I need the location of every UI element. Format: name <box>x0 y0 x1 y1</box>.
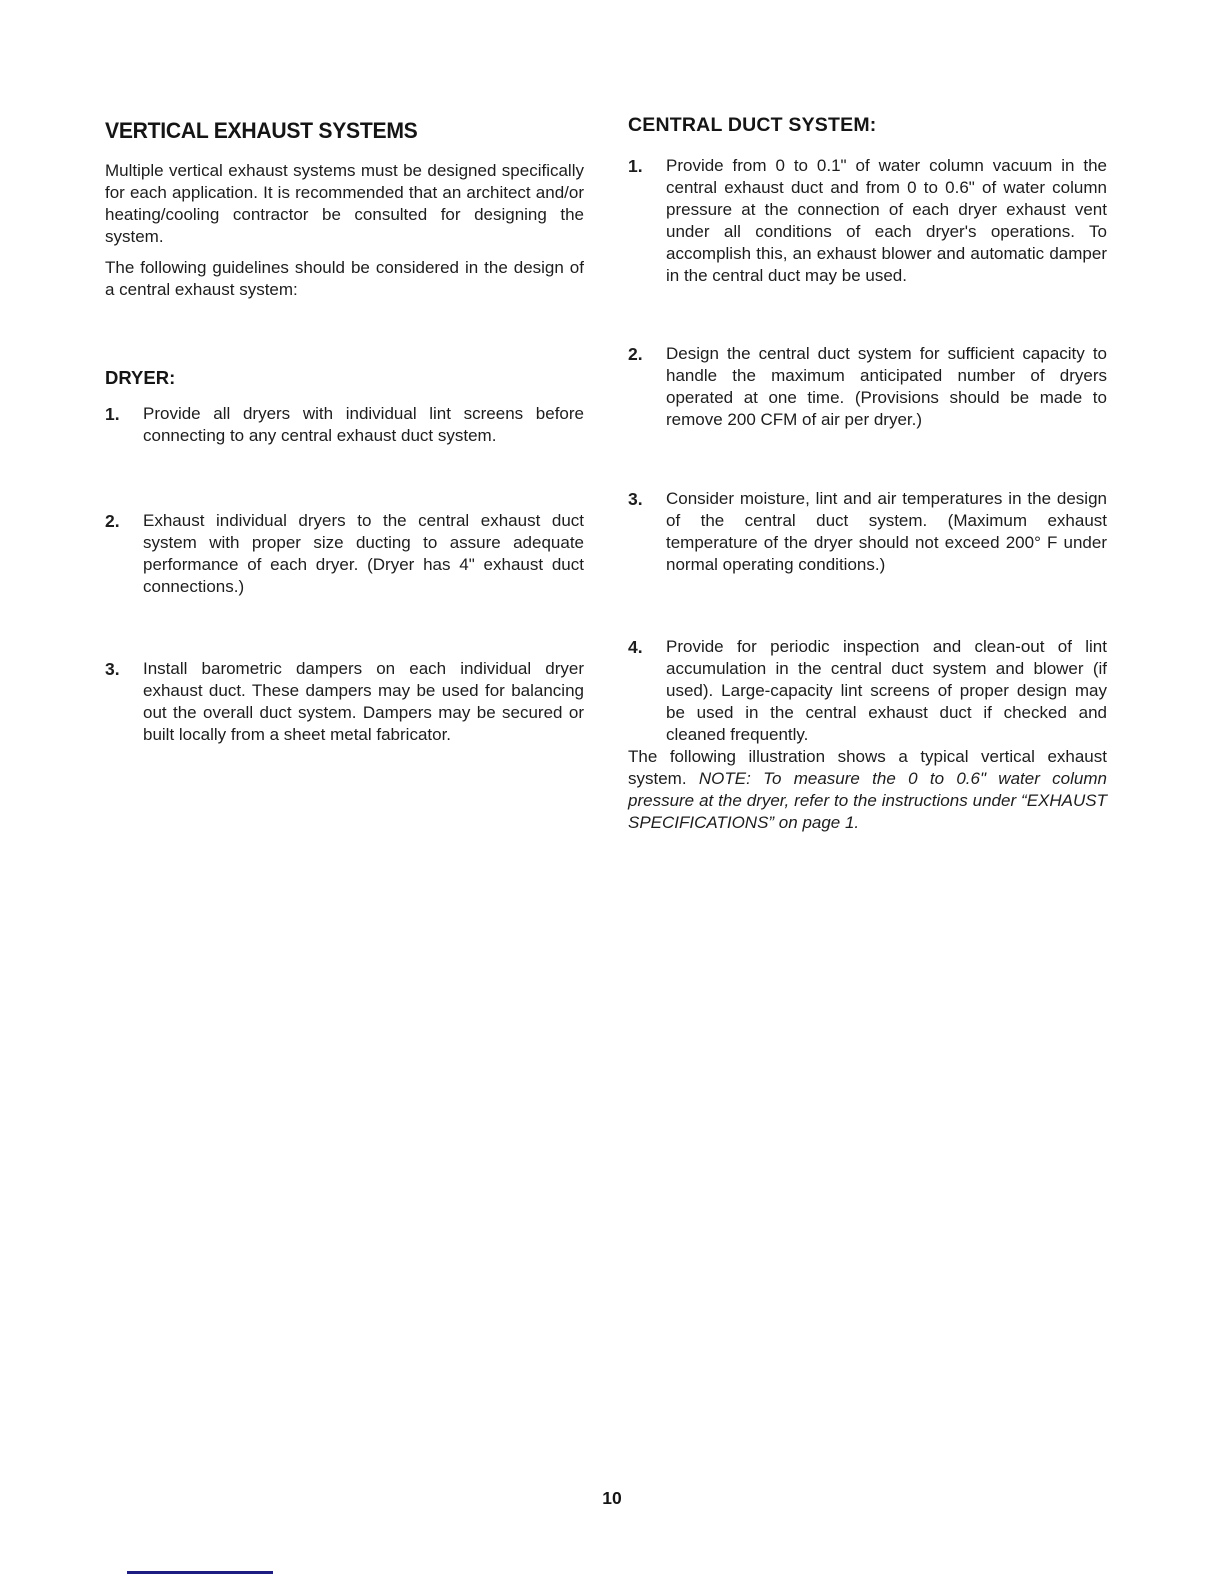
closing-paragraph <box>628 746 1107 834</box>
central-duct-item-1 <box>628 155 1107 287</box>
dryer-item-3-number: 3. <box>105 659 120 679</box>
page-number: 10 <box>602 1488 622 1508</box>
central-duct-item-2-text: Design the central duct system for sufficient capacity to handle the maximum anticipated number of dryers operated at one time. (Provisions should be made to remove 200 CFM of air per dryer.) <box>666 344 1107 429</box>
dryer-item-2-text: Exhaust individual dryers to the central exhaust duct system with proper size ducting to assure adequate performance of each dryer. (Dryer has 4" exhaust duct connections.) <box>143 511 584 596</box>
central-duct-item-4 <box>628 636 1107 746</box>
right-column <box>628 114 1107 834</box>
central-duct-item-2-number: 2. <box>628 344 643 364</box>
subheading-dryer: DRYER: <box>105 367 176 388</box>
central-duct-item-1-text: Provide from 0 to 0.1" of water column vacuum in the central exhaust duct and from 0 to 0.6" of water column pressure at the connection of each dryer exhaust vent under all conditions of each dryer's operations. To accomplish this, an exhaust blower and automatic damper in the central duct may be used. <box>666 156 1107 285</box>
central-duct-item-3 <box>628 488 1107 576</box>
intro-paragraph-1: Multiple vertical exhaust systems must be designed specifically for each application. It is recommended that an architect and/or heating/cooling contractor be consulted for designing the system. <box>105 161 584 246</box>
intro-paragraph-2: The following guidelines should be considered in the design of a central exhaust system: <box>105 258 584 299</box>
dryer-item-1-number: 1. <box>105 404 120 424</box>
dryer-item-1 <box>105 403 584 447</box>
footer-rule <box>127 1571 273 1574</box>
dryer-item-3-text: Install barometric dampers on each individual dryer exhaust duct. These dampers may be used for balancing out the overall duct system. Dampers may be secured or built locally from a sheet metal fabricator. <box>143 659 584 744</box>
section-heading-central-duct-system: CENTRAL DUCT SYSTEM: <box>628 114 877 136</box>
central-duct-item-2 <box>628 343 1107 431</box>
closing-paragraph-note-italic: NOTE: To measure the 0 to 0.6" water column pressure at the dryer, refer to the instructions under “EXHAUST SPECIFICATIONS” on page 1. <box>628 769 1107 832</box>
dryer-item-1-text: Provide all dryers with individual lint screens before connecting to any central exhaust duct system. <box>143 404 584 445</box>
dryer-item-2-number: 2. <box>105 511 120 531</box>
central-duct-item-3-number: 3. <box>628 489 643 509</box>
section-heading-vertical-exhaust-systems: VERTICAL EXHAUST SYSTEMS <box>105 118 418 143</box>
dryer-item-3 <box>105 658 584 746</box>
closing-paragraph-normal: The following illustration shows a typical vertical exhaust system. <box>628 747 1107 788</box>
central-duct-item-1-number: 1. <box>628 156 643 176</box>
left-column <box>105 118 584 746</box>
central-duct-item-4-text: Provide for periodic inspection and clean-out of lint accumulation in the central duct system and blower (if used). Large-capacity lint screens of proper design may be used in the central exhaust duct if checked and cleaned frequently. <box>666 637 1107 744</box>
central-duct-item-3-text: Consider moisture, lint and air temperatures in the design of the central duct system. (Maximum exhaust temperature of the dryer should not exceed 200° F under normal operating conditions.) <box>666 489 1107 574</box>
dryer-item-2 <box>105 510 584 598</box>
central-duct-item-4-number: 4. <box>628 637 643 657</box>
